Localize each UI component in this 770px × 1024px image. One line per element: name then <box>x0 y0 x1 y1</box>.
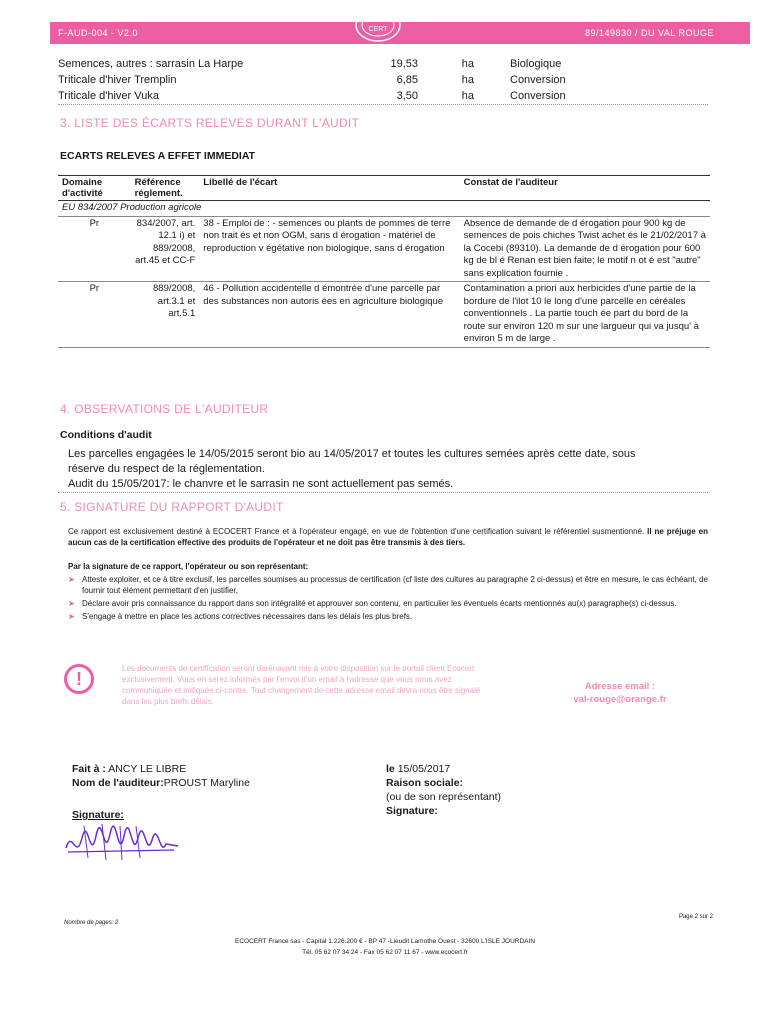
svg-text:ECO: ECO <box>370 17 386 24</box>
divider <box>58 104 708 105</box>
list-item: ➤ Déclare avoir pris connaissance du rapport dans son intégralité et approuver son contenu, en particulier les éventuels écarts mentionnés au(x) paragraphe(s) ci-dessus. <box>68 599 677 608</box>
pages-count: Nombre de pages: 2 <box>64 920 119 926</box>
conditions-label: Conditions d'audit <box>60 429 152 441</box>
auditor-name: PROUST Maryline <box>163 777 250 789</box>
company-footer: ECOCERT France sas - Capital 1.226.200 € - BP 47 -Lieudit Lamothe Ouest - 32600 L'ISLE JOURDAIN Tél. 05 62 07 34 24 - Fax 05 62 07 11 67 - www.ecocert.fr <box>234 938 536 956</box>
table-header <box>58 176 710 201</box>
warning-icon: ! <box>64 664 94 694</box>
divider <box>58 492 708 493</box>
table-row: Pr 889/2008, art.3.1 et art.5.1 46 - Pollution accidentelle d émontrée d'une parcelle par des substances non autoris ées en agriculture biologique Contamination a priori aux herbicides d'une partie de la bordure de l'ilot 10 le long d'une parcelle en céréales conventionnels . La partie touch ée part du bord de la route sur environ 120 m sur une largueur qui va jusqu' à environ 5 m de large . <box>58 282 710 348</box>
svg-text:CERT: CERT <box>368 26 388 33</box>
auditor-signature-block: Fait à : ANCY LE LIBRE Nom de l'auditeur:PROUST Maryline Signature: <box>72 763 250 821</box>
regulation-label: EU 834/2007 Production agricole <box>58 201 710 217</box>
crop-list <box>58 56 708 104</box>
operator-code: 89/149830 / DU VAL ROUGE <box>584 28 714 38</box>
ecarts-subtitle: ECARTS RELEVES A EFFET IMMEDIAT <box>60 150 256 162</box>
list-item: Semences, autres : sarrasin La Harpe 19,53 ha Biologique <box>58 58 562 70</box>
signature-engagement-label: Par la signature de ce rapport, l'opérateur ou son représentant: <box>68 562 309 571</box>
section-title-signature: 5. SIGNATURE DU RAPPORT D'AUDIT <box>60 500 284 514</box>
email-label: Adresse email : <box>584 681 656 692</box>
list-item: Triticale d'hiver Vuka 3,50 ha Conversion <box>58 90 566 102</box>
place: ANCY LE LIBRE <box>108 763 187 775</box>
list-item: ➤ S'engage à mettre en place les actions correctives nécessaires dans les délais les plus brefs. <box>68 612 413 621</box>
regulation-row <box>58 201 710 217</box>
handwritten-signature <box>62 818 182 870</box>
form-code: F-AUD-004 - V2.0 <box>58 28 139 38</box>
engagement-list <box>68 574 708 624</box>
list-item: Triticale d'hiver Tremplin 6,85 ha Conversion <box>58 74 566 86</box>
arrow-icon: ➤ <box>68 599 75 608</box>
col-header-constat: Constat de l'auditeur <box>463 177 558 188</box>
signature-intro: Ce rapport est exclusivement destiné à ECOCERT France et à l'opérateur engagé, en vue de l'obtention d'une certification suivant le référentiel susmentionné. Il ne préjuge en aucun cas de la certification effective des produits de l'opérateur et ne doit pas être transmis à des tiers. <box>68 527 708 547</box>
ecarts-table <box>58 175 710 348</box>
date: 15/05/2017 <box>397 763 451 775</box>
col-header-reference: Référence réglement. <box>134 177 183 199</box>
table-row: Pr 834/2007, art. 12.1 i) et 889/2008, art.45 et CC-F 38 - Emploi de : - semences ou plants de pommes de terre non trait és et non OGM, sans d érogation - matériel de reproduction v égétative non biologique, sans d érogation Absence de demande de d érogation pour 900 kg de semences de pois chiches Twist achet és le 21/02/2017 à la Cocebi (89310). La demande de d érogation pour 600 kg de bl é Renan est bien faite; le motif n ot é est "autre" sans explication fournie . <box>58 216 710 282</box>
arrow-icon: ➤ <box>68 575 75 584</box>
ecocert-logo <box>352 6 404 44</box>
section-title-ecarts: 3. LISTE DES ÉCARTS RELEVES DURANT L'AUDIT <box>60 116 360 130</box>
page-number: Page 2 sur 2 <box>678 914 713 920</box>
observations-text: Les parcelles engagées le 14/05/2015 seront bio au 14/05/2017 et toutes les cultures semées après cette date, sous réserve du respect de la réglementation. Audit du 15/05/2017: le chanvre et le sarrasin ne sont actuellement pas semés. <box>68 448 636 490</box>
col-header-libelle: Libellé de l'écart <box>203 177 278 188</box>
email-value: val-rouge@orange.fr <box>573 694 667 705</box>
portal-notice: Les documents de certification seront dorénavant mis à votre disposition sur le portail client Ecocert exclusivement. Vous en serez informés par l'envoi d'un email à l'adresse que vous nous avez communiquée et indiquée ci-contre. Tout changement de cette adresse email devra nous être signalé dans les plus brefs délais. <box>122 664 481 706</box>
operator-signature-block: le 15/05/2017 Raison sociale: (ou de son représentant) Signature: <box>386 763 501 817</box>
section-title-observations: 4. OBSERVATIONS DE L'AUDITEUR <box>60 402 269 416</box>
arrow-icon: ➤ <box>68 612 75 621</box>
list-item: ➤ Atteste exploiter, et ce à titre exclusif, les parcelles soumises au processus de certification (cf liste des cultures au paragraphe 2 ci-dessus) et être en mesure, le cas échéant, de fournir tout élément permettant d'en justifier, <box>68 575 708 595</box>
col-header-domaine: Domaine d'activité <box>62 177 103 199</box>
